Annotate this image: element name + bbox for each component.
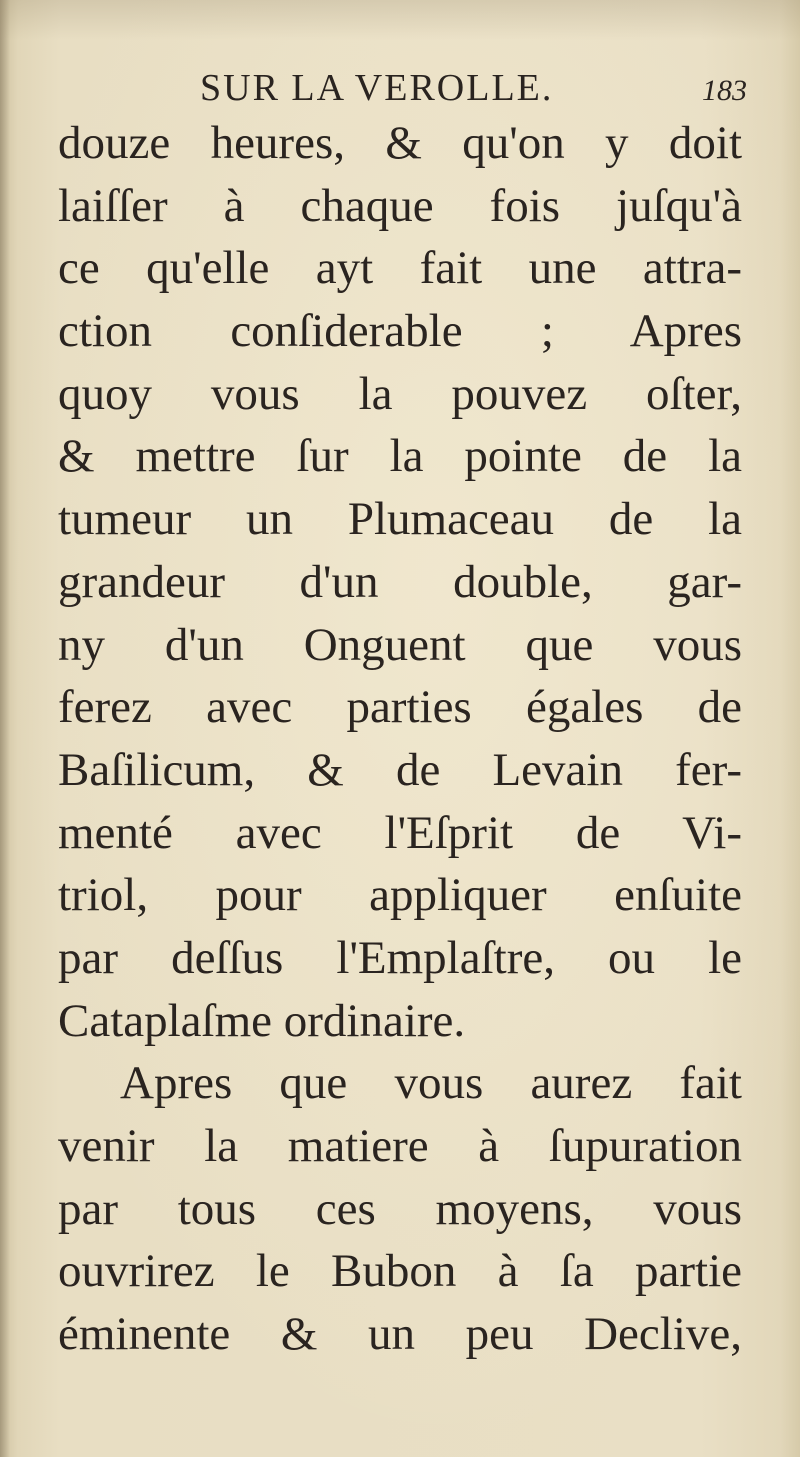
text-line: ferez avec parties égales de: [58, 681, 742, 734]
running-title: SUR LA VEROLLE.: [200, 67, 554, 109]
text-line: douze heures, & qu'on y doit: [58, 117, 742, 169]
text-line: & mettre ſur la pointe de la: [58, 430, 742, 483]
text-line: ny d'un Onguent que vous: [58, 618, 742, 671]
page-number: 183: [702, 74, 747, 107]
running-head: [0, 66, 800, 116]
top-shadow: [0, 0, 800, 40]
spine-shadow: [0, 0, 10, 1457]
text-line: par deſſus l'Emplaſtre, ou le: [58, 931, 742, 984]
text-line: ction conſiderable ; Apres: [58, 305, 742, 358]
text-line: ce qu'elle ayt fait une attra-: [58, 242, 742, 295]
body-text: [58, 112, 742, 1366]
text-line: venir la matiere à ſupuration: [58, 1120, 742, 1172]
text-line: éminente & un peu Declive,: [58, 1308, 742, 1361]
text-line: ouvrirez le Bubon à ſa partie: [58, 1245, 742, 1298]
text-line: quoy vous la pouvez oſter,: [58, 367, 742, 420]
paragraph-start-line: Apres que vous aurez fait: [120, 1057, 742, 1110]
text-line: tumeur un Plumaceau de la: [58, 493, 742, 546]
text-line: par tous ces moyens, vous: [58, 1182, 742, 1235]
text-line: grandeur d'un double, gar-: [58, 555, 742, 608]
text-line: laiſſer à chaque fois juſqu'à: [58, 179, 742, 232]
text-line: menté avec l'Eſprit de Vi-: [58, 806, 742, 859]
text-line: triol, pour appliquer enſuite: [58, 869, 742, 922]
paragraph-end-line: Cataplaſme ordinaire.: [58, 994, 466, 1047]
text-line: Baſilicum, & de Levain fer-: [58, 743, 742, 796]
